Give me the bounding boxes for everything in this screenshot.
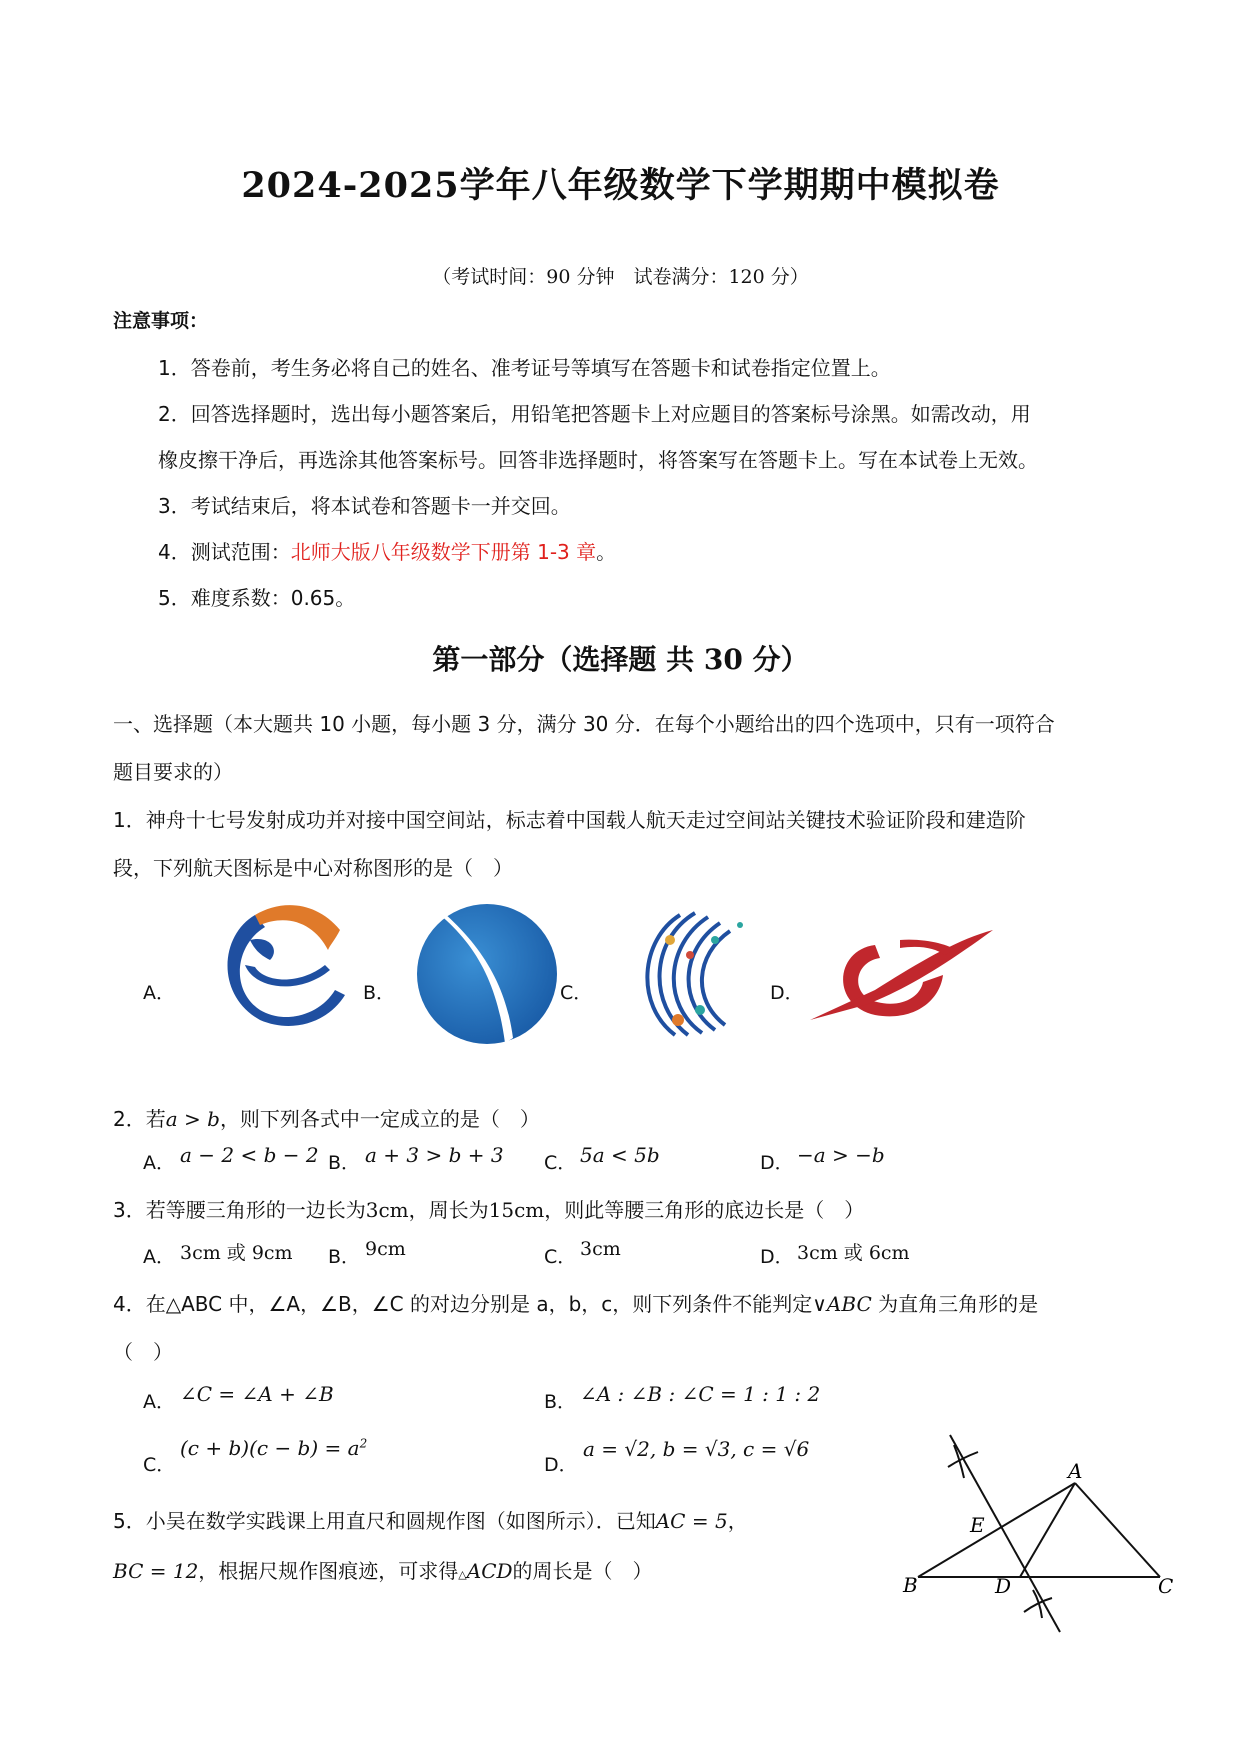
q3-stem-3: ，则此等腰三角形的底边长是（ ） [544, 1198, 865, 1222]
q4-label-b: B． [544, 1391, 577, 1413]
notice-item-5: 5．难度系数：0.65。 [158, 586, 356, 610]
q2-condition: a > b [165, 1107, 220, 1131]
q4-triangle: ∨ABC [812, 1292, 872, 1316]
q5-ac: AC = 5 [655, 1509, 728, 1533]
q2-option-d: −a > −b [797, 1143, 885, 1167]
q4-stem-2: （ ） [113, 1340, 173, 1364]
point-label-d: D [995, 1574, 1012, 1598]
q2-stem [113, 1103, 540, 1132]
q5-bc: BC = 12 [113, 1559, 199, 1583]
q3-option-d: 3cm 或 6cm [797, 1242, 910, 1264]
point-label-a: A [1068, 1459, 1083, 1483]
q4-option-d: a = √2, b = √3, c = √6 [583, 1437, 810, 1461]
q3-option-c: 3cm [580, 1238, 621, 1260]
q5-stem-2-text: ，根据尺规作图痕迹，可求得 [198, 1559, 459, 1583]
q4-option-c-text: (c + b)(c − b) = a [180, 1436, 360, 1460]
section-title: 第一部分（选择题 共 30 分） [432, 643, 809, 676]
q1-line-1: 1．神舟十七号发射成功并对接中国空间站，标志着中国载人航天走过空间站关键技术验证阶段和建造阶 [113, 808, 1026, 832]
q1-label-c: C． [560, 982, 593, 1004]
q2-option-b: a + 3 > b + 3 [365, 1143, 504, 1167]
q4-option-c-exponent: 2 [359, 1436, 368, 1451]
part1-intro-1: 一、选择题（本大题共 10 小题，每小题 3 分，满分 30 分．在每个小题给出的四个选项中，只有一项符合 [113, 712, 1055, 736]
logo-b-icon [405, 888, 565, 1048]
q1-label-a: A． [143, 982, 175, 1004]
q2-label-d: D． [760, 1152, 794, 1174]
q3-option-a: 3cm 或 9cm [180, 1242, 293, 1264]
q5-stem-2 [113, 1555, 653, 1584]
q3-stem-2: ，周长为 [408, 1198, 489, 1222]
q3-stem [113, 1194, 864, 1223]
q3-label-c: C． [544, 1246, 577, 1268]
q3-label-a: A． [143, 1246, 175, 1268]
q3-stem-1: 3．若等腰三角形的一边长为 [113, 1198, 366, 1222]
logo-d-icon [805, 920, 995, 1035]
q2-label-a: A． [143, 1152, 175, 1174]
point-label-c: C [1158, 1574, 1174, 1598]
q4-label-a: A． [143, 1391, 175, 1413]
q3-perimeter: 15cm [488, 1198, 545, 1222]
q3-label-d: D． [760, 1246, 794, 1268]
q5-acd: ACD [466, 1559, 513, 1583]
q5-stem-1 [113, 1505, 748, 1534]
notice-item-2-cont: 橡皮擦干净后，再选涂其他答案标号。回答非选择题时，将答案写在答题卡上。写在本试卷上无效。 [158, 448, 1038, 472]
point-label-b: B [903, 1573, 918, 1597]
exam-title: 2024-2025学年八年级数学下学期期中模拟卷 [241, 165, 1000, 206]
small-triangle-icon: △ [458, 1568, 467, 1581]
notice-item-2: 2．回答选择题时，选出每小题答案后，用铅笔把答题卡上对应题目的答案标号涂黑。如需改动，用 [158, 402, 1031, 426]
q5-stem-1-text: 5．小吴在数学实践课上用直尺和圆规作图（如图所示）．已知 [113, 1509, 656, 1533]
q4-label-c: C． [143, 1454, 176, 1476]
q4-option-a: ∠C = ∠A + ∠B [180, 1382, 334, 1406]
part1-intro-2: 题目要求的） [113, 760, 233, 784]
logo-c-icon [620, 895, 760, 1045]
q1-label-b: B． [363, 982, 396, 1004]
q2-stem-pre: 2．若 [113, 1107, 166, 1131]
q4-stem-end: 为直角三角形的是 [871, 1292, 1039, 1316]
exam-subtitle: （考试时间：90 分钟 试卷满分：120 分） [432, 266, 809, 288]
notice-item-4-label: 4．测试范围： [158, 540, 291, 564]
q4-label-d: D． [544, 1454, 578, 1476]
point-label-e: E [970, 1513, 985, 1537]
notice-item-3: 3．考试结束后，将本试卷和答题卡一并交回。 [158, 494, 571, 518]
notice-item-4-end: 。 [596, 540, 617, 564]
logo-a-icon [200, 895, 350, 1045]
q4-stem [113, 1288, 1038, 1317]
q4-option-b: ∠A : ∠B : ∠C = 1 : 1 : 2 [580, 1382, 821, 1406]
q5-stem-2-end: 的周长是（ ） [512, 1559, 653, 1583]
notice-item-1: 1．答卷前，考生务必将自己的姓名、准考证号等填写在答题卡和试卷指定位置上。 [158, 356, 891, 380]
q3-option-b: 9cm [365, 1238, 406, 1260]
construction-figure [890, 1430, 1190, 1645]
q2-option-a: a − 2 < b − 2 [180, 1143, 319, 1167]
notice-item-4 [158, 536, 616, 565]
q3-side-length: 3cm [365, 1198, 409, 1222]
test-scope: 北师大版八年级数学下册第 1-3 章 [290, 540, 597, 564]
q1-label-d: D． [770, 982, 804, 1004]
q4-option-c [180, 1436, 367, 1460]
q1-line-2: 段，下列航天图标是中心对称图形的是（ ） [113, 856, 513, 880]
q3-label-b: B． [328, 1246, 361, 1268]
q2-label-b: B． [328, 1152, 361, 1174]
q2-stem-post: ，则下列各式中一定成立的是（ ） [219, 1107, 540, 1131]
q2-option-c: 5a < 5b [580, 1143, 660, 1167]
notice-heading: 注意事项： [113, 310, 209, 332]
q4-stem-1: 4．在△ABC 中，∠A，∠B，∠C 的对边分别是 a，b，c，则下列条件不能判定 [113, 1292, 813, 1316]
q2-label-c: C． [544, 1152, 577, 1174]
q5-stem-1-end: ， [727, 1509, 748, 1533]
